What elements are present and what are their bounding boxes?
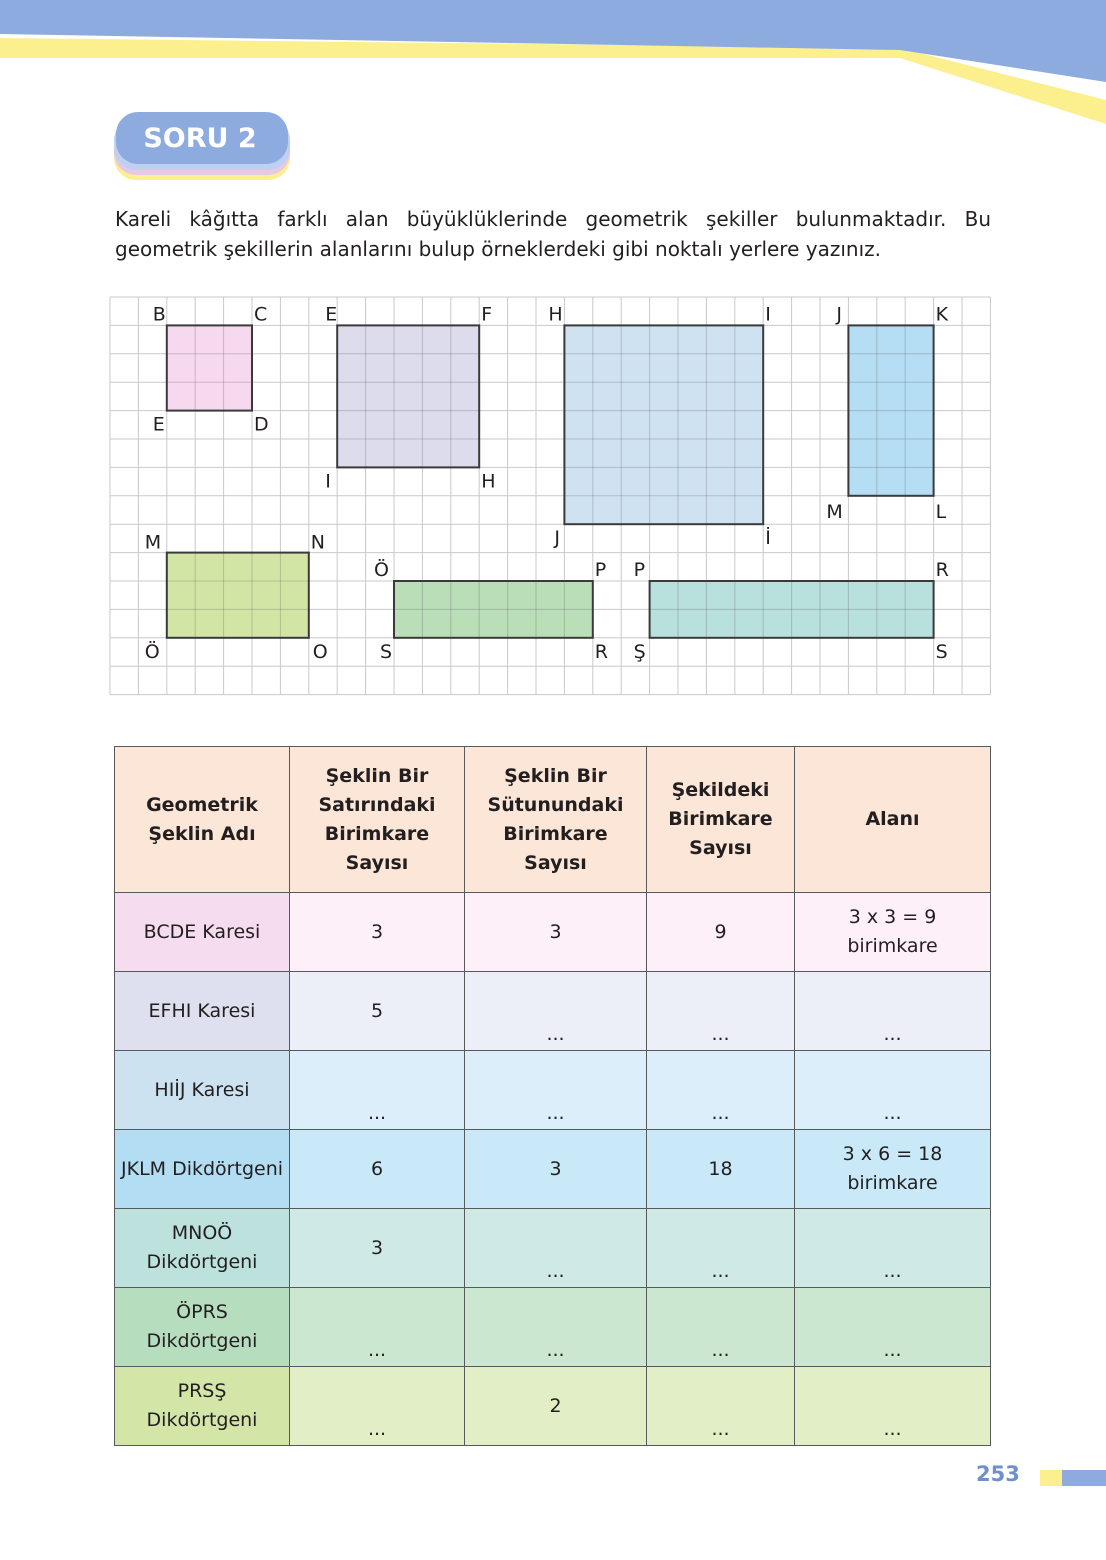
answer-cell: 6	[290, 1130, 465, 1209]
vertex-label: İ	[765, 527, 771, 550]
vertex-label: Ö	[144, 640, 160, 663]
table-row	[115, 972, 991, 1051]
blank-answer-cell	[290, 1288, 465, 1367]
header-unit-count: Şekildeki Birimkare Sayısı	[647, 747, 795, 893]
vertex-label: I	[765, 303, 771, 326]
answer-dots: ...	[883, 1418, 902, 1440]
vertex-label: B	[152, 303, 166, 326]
area-table	[114, 746, 991, 1446]
answer-dots: ...	[883, 1339, 902, 1361]
blank-answer-cell	[795, 1367, 991, 1446]
vertex-label: E	[152, 413, 165, 436]
answer-dots: ...	[883, 1102, 902, 1124]
shape-border	[848, 325, 933, 495]
shape-prsş	[650, 581, 934, 638]
answer-dots: ...	[546, 1102, 565, 1124]
header-shape-name: Geometrik Şeklin Adı	[115, 747, 290, 893]
vertex-label: K	[935, 303, 949, 326]
table-row	[115, 1367, 991, 1446]
shape-fill	[337, 325, 479, 467]
row-shape-name: MNOÖ Dikdörtgeni	[115, 1209, 290, 1288]
answer-dots: ...	[883, 1023, 902, 1045]
answer-dots: ...	[711, 1260, 730, 1282]
table-row	[115, 1209, 991, 1288]
blank-answer-cell	[647, 1209, 795, 1288]
blank-answer-cell	[465, 1288, 647, 1367]
vertex-label: N	[310, 531, 326, 554]
blank-answer-cell	[465, 1051, 647, 1130]
vertex-label: I	[325, 470, 331, 493]
blank-answer-cell	[647, 1288, 795, 1367]
vertex-label: Ö	[374, 559, 389, 581]
vertex-label: F	[481, 303, 493, 326]
vertex-label: C	[254, 303, 268, 326]
answer-cell: 3	[465, 893, 647, 972]
page-bar-blue	[1062, 1470, 1106, 1486]
answer-cell: 3	[290, 1209, 465, 1288]
shape-efhi	[337, 325, 479, 467]
answer-dots: ...	[711, 1023, 730, 1045]
shape-border	[394, 581, 593, 638]
answer-dots: ...	[367, 1418, 387, 1440]
table-row	[115, 1288, 991, 1367]
vertex-label: Ş	[633, 640, 646, 663]
row-shape-name: JKLM Dikdörtgeni	[115, 1130, 290, 1209]
vertex-label: S	[935, 640, 948, 663]
answer-dots: ...	[711, 1418, 730, 1440]
shape-jklm	[848, 325, 933, 495]
vertex-label: J	[554, 527, 561, 550]
row-shape-name: ÖPRS Dikdörtgeni	[115, 1288, 290, 1367]
answer-dots: ...	[711, 1339, 730, 1361]
vertex-label: S	[380, 640, 393, 663]
vertex-label: D	[254, 413, 269, 436]
vertex-label: R	[935, 559, 949, 581]
grid-shapes	[167, 325, 934, 637]
shape-border	[564, 325, 763, 524]
shape-fill	[848, 325, 933, 495]
badge-label: SORU 2	[143, 123, 257, 154]
table-row	[115, 1130, 991, 1209]
blank-answer-cell	[465, 972, 647, 1051]
shape-hii̇j	[564, 325, 763, 524]
answer-dots: ...	[546, 1260, 565, 1282]
shape-bcde	[167, 325, 252, 410]
shape-fill	[167, 553, 309, 638]
page-bar-yellow	[1040, 1470, 1062, 1486]
page-number: 253	[976, 1462, 1020, 1486]
header-column-count: Şeklin Bir Sütunundaki Birimkare Sayısı	[465, 747, 647, 893]
blank-answer-cell	[465, 1209, 647, 1288]
vertex-label: L	[935, 500, 947, 523]
shape-border	[337, 325, 479, 467]
table-row	[115, 1051, 991, 1130]
answer-dots: ...	[711, 1102, 730, 1124]
vertex-labels	[145, 303, 949, 662]
header-area: Alanı	[795, 747, 991, 893]
answer-dots: ...	[883, 1260, 902, 1282]
blank-answer-cell	[290, 1367, 465, 1446]
shape-fill	[564, 325, 763, 524]
answer-cell: 3 x 6 = 18 birimkare	[795, 1130, 991, 1209]
vertex-label: H	[481, 470, 496, 493]
blank-answer-cell	[647, 1051, 795, 1130]
blank-answer-cell	[647, 972, 795, 1051]
vertex-label: E	[325, 303, 338, 326]
row-shape-name: HIİJ Karesi	[115, 1051, 290, 1130]
shape-fill	[650, 581, 934, 638]
blank-answer-cell	[795, 1288, 991, 1367]
blank-answer-cell	[795, 1051, 991, 1130]
blank-answer-cell	[290, 1051, 465, 1130]
answer-cell: 5	[290, 972, 465, 1051]
shape-fill	[167, 325, 252, 410]
shape-border	[650, 581, 934, 638]
shape-mnoö	[167, 553, 309, 638]
vertex-label: J	[836, 303, 843, 326]
grid-lines	[110, 297, 990, 695]
answer-dots: ...	[546, 1339, 565, 1361]
row-shape-name: EFHI Karesi	[115, 972, 290, 1051]
answer-dots: ...	[546, 1023, 565, 1045]
table-row	[115, 893, 991, 972]
vertex-label: M	[144, 531, 162, 554]
answer-cell: 9	[647, 893, 795, 972]
answer-cell: 3 x 3 = 9 birimkare	[795, 893, 991, 972]
vertex-label: O	[312, 640, 328, 663]
shape-border	[167, 553, 309, 638]
vertex-label: M	[826, 500, 843, 523]
answer-cell: 3	[290, 893, 465, 972]
row-shape-name: PRSŞ Dikdörtgeni	[115, 1367, 290, 1446]
shape-fill	[394, 581, 593, 638]
shape-öprs	[394, 581, 593, 638]
vertex-label: P	[633, 559, 646, 581]
answer-dots: ...	[367, 1102, 387, 1124]
vertex-label: H	[548, 303, 563, 326]
answer-cell: 3	[465, 1130, 647, 1209]
table-header-row	[115, 747, 991, 893]
vertex-label: R	[594, 640, 609, 663]
table-body	[115, 893, 991, 1446]
answer-cell: 2	[465, 1367, 647, 1446]
answer-dots: ...	[367, 1339, 387, 1361]
shape-border	[167, 325, 252, 410]
row-shape-name: BCDE Karesi	[115, 893, 290, 972]
top-banner	[0, 0, 1106, 130]
header-row-count: Şeklin Bir Satırındaki Birimkare Sayısı	[290, 747, 465, 893]
blank-answer-cell	[647, 1367, 795, 1446]
instruction-text: Kareli kâğıtta farklı alan büyüklüklerinde geometrik şekiller bulunmaktadır. Bu geometrik şekillerin alanlarını bulup örneklerdeki gibi noktalı yerlere yazınız.	[115, 207, 991, 261]
answer-cell: 18	[647, 1130, 795, 1209]
blank-answer-cell	[795, 1209, 991, 1288]
blank-answer-cell	[795, 972, 991, 1051]
question-badge	[112, 112, 292, 182]
vertex-label: P	[594, 559, 607, 581]
